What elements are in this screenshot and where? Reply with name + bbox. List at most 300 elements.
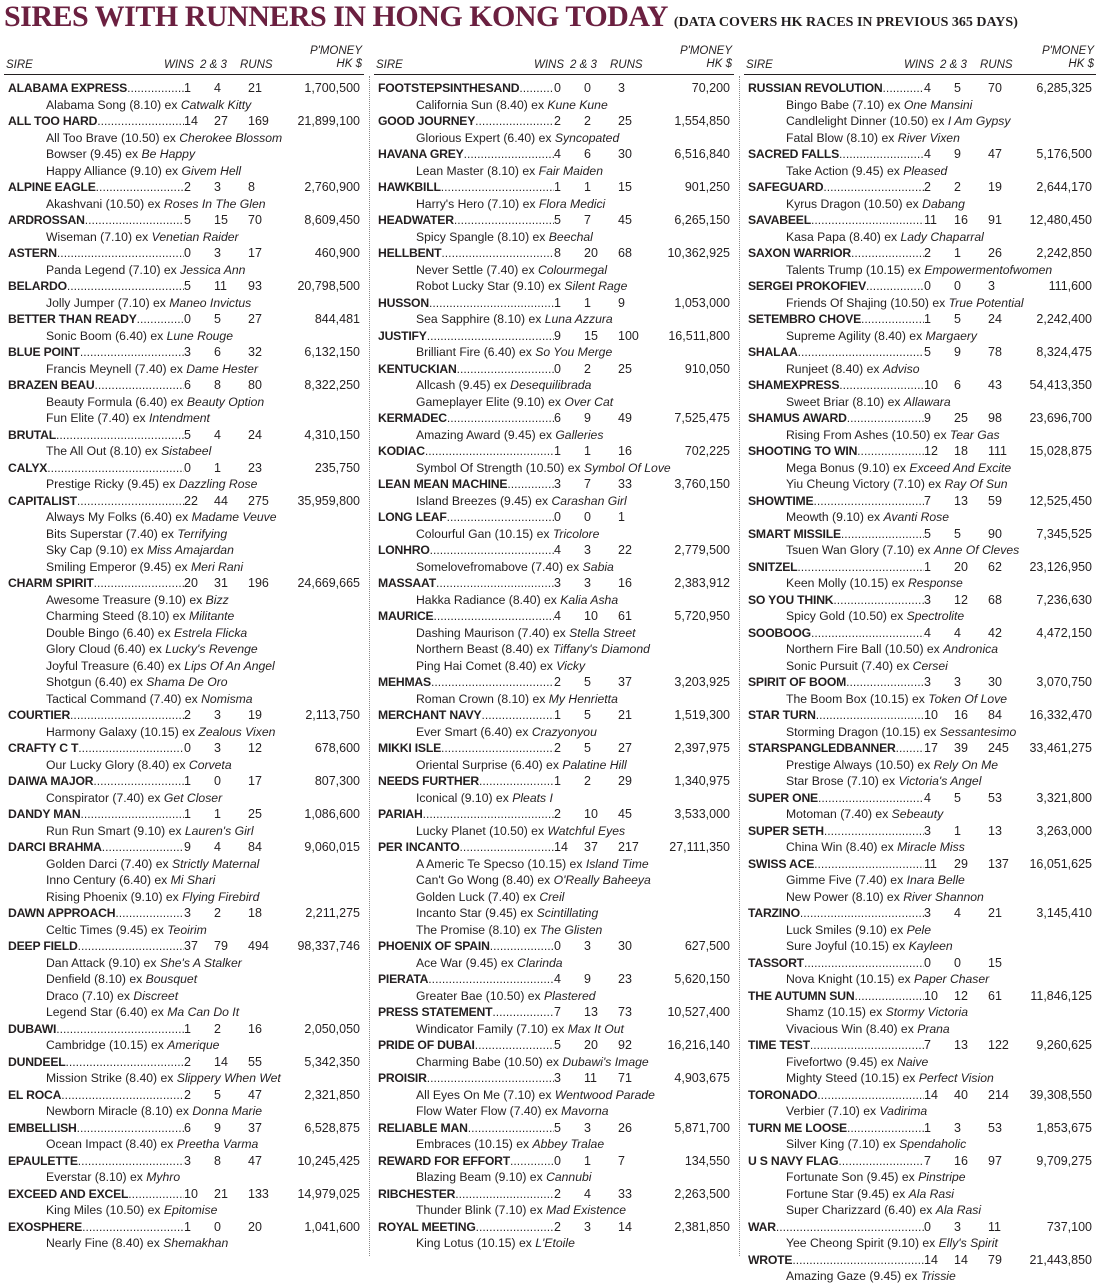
sire-name: SMART MISSILE ..... (748, 526, 924, 543)
sire-places: 5 (584, 741, 591, 755)
sire-name-cell (746, 493, 924, 510)
sire-runs: 26 (618, 1120, 632, 1135)
runner-row (4, 146, 364, 163)
sire-wins: 10 (924, 708, 938, 722)
runner-dam: Ma Can Do It (167, 1005, 240, 1019)
sire-row (744, 790, 1096, 807)
runner-row (744, 1054, 1096, 1071)
runner-row (744, 806, 1096, 823)
runner-name: Sea Sapphire (8.10) ex (416, 312, 545, 326)
runner-name: Incanto Star (9.45) ex (416, 906, 537, 920)
runner-dam: Galleries (555, 427, 604, 442)
sire-runs: 23 (248, 460, 262, 475)
sire-name: CAPITALIST ..... (8, 493, 184, 510)
runner-dam: Be Happy (141, 147, 196, 161)
sire-name-cell (746, 823, 924, 840)
runner-dam: Maneo Invictus (169, 295, 252, 310)
sire-name-cell (746, 212, 924, 229)
runner-dam: Response (907, 576, 963, 590)
runner-name: Brilliant Fire (6.40) ex (416, 345, 536, 359)
sire-prizemoney: 9,709,275 (1036, 1153, 1092, 1168)
sire-wins: 0 (184, 741, 191, 755)
sire-runs: 73 (618, 1005, 632, 1019)
runner-name: Charming Steed (8.10) ex (46, 609, 189, 623)
sire-places: 11 (214, 279, 227, 293)
sire-places: 4 (954, 906, 961, 920)
runner-name: Alabama Song (8.10) ex (46, 97, 181, 112)
sire-name-cell (6, 839, 184, 856)
sire-places: 6 (584, 147, 591, 161)
runner-name: Yiu Cheung Victory (7.10) ex (786, 477, 945, 491)
runner-row (374, 344, 734, 361)
sire-name-cell (376, 443, 554, 460)
sire-prizemoney: 4,310,150 (304, 427, 360, 442)
header-prizemoney: P'MONEY HK $ (1041, 45, 1094, 70)
sire-row (744, 592, 1096, 609)
sire-name-cell (376, 476, 554, 493)
sire-runs: 17 (248, 774, 262, 788)
sire-name: ALABAMA EXPRESS ..... (8, 80, 184, 97)
sire-places: 4 (214, 840, 221, 854)
runner-name: Motoman (7.40) ex (786, 807, 892, 821)
sire-runs: 196 (248, 576, 269, 590)
sire-runs: 122 (988, 1038, 1009, 1052)
runner-name: Oriental Surprise (6.40) ex (416, 757, 563, 772)
sire-row (744, 80, 1096, 97)
runner-dam: My Henrietta (548, 691, 618, 706)
sire-wins: 11 (924, 856, 937, 871)
sire-name: GOOD JOURNEY ..... (378, 113, 554, 130)
runner-row (4, 922, 364, 939)
runner-dam: Cersei (912, 658, 948, 673)
sire-name: SHAMEXPRESS ..... (748, 377, 924, 394)
sire-runs: 47 (248, 1087, 262, 1102)
runner-row (4, 443, 364, 460)
sire-name: SUPER SETH ..... (748, 823, 924, 840)
runner-dam: Rely On Me (933, 757, 999, 772)
sire-wins: 22 (184, 493, 198, 508)
sire-wins: 2 (184, 708, 191, 722)
sire-runs: 71 (618, 1071, 632, 1085)
sire-places: 5 (954, 526, 961, 541)
sire-name-cell (376, 245, 554, 262)
runner-dam: Colourmegal (537, 262, 608, 277)
sire-places: 3 (584, 576, 591, 590)
header-runs: RUNS (610, 59, 643, 71)
sire-name: WROTE ..... (748, 1252, 924, 1269)
runner-name: Hakka Radiance (8.40) ex (416, 592, 561, 607)
sire-prizemoney: 11,846,125 (1030, 988, 1092, 1003)
sire-places: 1 (954, 823, 961, 838)
sire-name-cell (6, 707, 184, 724)
sire-name-cell (6, 179, 184, 196)
runner-dam: Miss Amajardan (146, 543, 234, 557)
sire-name-cell (376, 608, 554, 625)
sire-row (374, 938, 734, 955)
runner-row (374, 1235, 734, 1252)
sire-runs: 14 (618, 1219, 632, 1234)
sire-runs: 13 (988, 823, 1002, 838)
runner-name: Allcash (9.45) ex (416, 378, 511, 392)
runner-name: Vivacious Win (8.40) ex (786, 1021, 918, 1036)
runner-dam: Dubawi's Image (562, 1054, 649, 1069)
sire-runs: 45 (618, 213, 632, 227)
runner-row (374, 856, 734, 873)
header-prizemoney: P'MONEY HK $ (679, 45, 732, 70)
sire-name-cell (376, 1153, 554, 1170)
runner-name: Island Breezes (9.45) ex (416, 493, 552, 508)
sire-prizemoney: 2,211,275 (305, 906, 360, 920)
sire-name: PIERATA ..... (378, 971, 554, 988)
sire-places: 3 (584, 543, 591, 557)
runner-dam: Bousquet (145, 972, 198, 986)
sire-name: RUSSIAN REVOLUTION ..... (748, 80, 924, 97)
runner-row (744, 1070, 1096, 1087)
sire-prizemoney: 70,200 (691, 81, 730, 95)
runner-row (4, 889, 364, 906)
runner-name: Mega Bonus (9.10) ex (786, 460, 910, 475)
sire-name: SHOWTIME ..... (748, 493, 924, 510)
sire-name: EXCEED AND EXCEL ..... (8, 1186, 184, 1203)
sire-row (374, 1004, 734, 1021)
sire-name-cell (376, 938, 554, 955)
sire-prizemoney: 8,322,250 (304, 378, 360, 392)
runner-name: Super Charizzard (6.40) ex (786, 1203, 936, 1217)
sire-name: DANDY MAN ..... (8, 806, 184, 823)
sire-runs: 62 (988, 559, 1002, 574)
sire-row (4, 839, 364, 856)
sire-row (4, 80, 364, 97)
sire-name: MASSAAT ..... (378, 575, 554, 592)
runner-name: Lean Master (8.10) ex (416, 163, 539, 178)
runner-dam: Victoria's Angel (898, 774, 982, 788)
runner-dam: Venetian Raider (151, 229, 239, 244)
sire-wins: 12 (924, 444, 938, 458)
sire-name: HAVANA GREY ..... (378, 146, 554, 163)
sire-prizemoney: 4,472,150 (1036, 625, 1092, 640)
runner-row (4, 130, 364, 147)
sire-name: SWISS ACE ..... (748, 856, 924, 873)
runner-dam: Mi Shari (170, 873, 216, 887)
sire-name: SHALAA ..... (748, 344, 924, 361)
sire-runs: 68 (988, 592, 1002, 607)
runner-row (4, 971, 364, 988)
sire-places: 2 (214, 1021, 221, 1036)
runner-name: Beauty Formula (6.40) ex (46, 394, 187, 409)
sire-runs: 47 (988, 147, 1002, 161)
runner-dam: Beechal (548, 229, 593, 244)
runner-row (374, 1136, 734, 1153)
sire-runs: 214 (988, 1087, 1009, 1102)
sire-row (744, 988, 1096, 1005)
runner-row (744, 97, 1096, 114)
sire-name-cell (376, 1004, 554, 1021)
sire-row (4, 806, 364, 823)
sire-wins: 0 (554, 1153, 561, 1168)
runner-row (374, 526, 734, 543)
runner-dam: Dazzling Rose (178, 477, 258, 491)
runner-dam: Over Cat (564, 394, 614, 409)
sire-prizemoney: 6,516,840 (674, 147, 730, 161)
sire-wins: 14 (924, 1087, 938, 1102)
runner-dam: Max It Out (567, 1021, 624, 1036)
runner-row (4, 988, 364, 1005)
sire-prizemoney: 627,500 (684, 939, 730, 953)
runner-row (4, 1202, 364, 1219)
header-wins: WINS (904, 59, 935, 71)
sire-name-cell (6, 278, 184, 295)
sire-wins: 1 (924, 559, 931, 574)
sire-prizemoney: 678,600 (314, 741, 360, 755)
sire-runs: 29 (618, 774, 632, 788)
runner-dam: Crazyonyou (531, 724, 597, 739)
runner-dam: Beauty Option (186, 394, 265, 409)
sire-row (374, 476, 734, 493)
sire-name-cell (746, 278, 924, 295)
sire-runs: 245 (988, 741, 1009, 755)
runner-name: Bits Superstar (7.40) ex (46, 526, 178, 541)
sire-name: BETTER THAN READY ..... (8, 311, 184, 328)
sire-runs: 11 (988, 1219, 1001, 1234)
sire-wins: 14 (184, 114, 198, 128)
sire-runs: 61 (988, 988, 1002, 1003)
sire-name-cell (6, 740, 184, 757)
sire-prizemoney: 23,696,700 (1029, 411, 1092, 425)
sire-prizemoney: 4,903,675 (674, 1071, 730, 1085)
sire-row (744, 740, 1096, 757)
sire-name: DEEP FIELD ..... (8, 938, 184, 955)
sire-runs: 79 (988, 1252, 1002, 1267)
sire-row (374, 443, 734, 460)
sire-runs: 217 (618, 840, 639, 854)
runner-name: Joyful Treasure (6.40) ex (46, 658, 185, 673)
sire-column-3 (744, 38, 1096, 1285)
sire-row (744, 212, 1096, 229)
sire-wins: 1 (184, 1219, 191, 1234)
sire-name: ALPINE EAGLE ..... (8, 179, 184, 196)
sire-row (744, 179, 1096, 196)
sire-places: 3 (214, 741, 221, 755)
sire-runs: 20 (248, 1219, 262, 1234)
sire-places: 40 (954, 1087, 968, 1102)
runner-row (4, 295, 364, 312)
runner-name: Amazing Gaze (9.45) ex (786, 1269, 921, 1283)
runner-dam: Intendment (148, 411, 210, 425)
runner-dam: Margaery (925, 328, 978, 343)
sire-places: 1 (954, 246, 961, 260)
sire-wins: 0 (924, 279, 931, 293)
sire-prizemoney: 6,285,325 (1036, 81, 1092, 95)
sire-row (4, 278, 364, 295)
sire-name-cell (376, 295, 554, 312)
sire-row (744, 559, 1096, 576)
sire-runs: 70 (248, 213, 262, 227)
runner-row (744, 608, 1096, 625)
runner-dam: Pleats I (512, 790, 553, 805)
sire-name: STAR TURN ..... (748, 707, 924, 724)
sire-prizemoney: 3,321,800 (1036, 790, 1092, 805)
title-subtitle: (DATA COVERS HK RACES IN PREVIOUS 365 DAYS) (673, 15, 1018, 30)
runner-name: New Power (8.10) ex (786, 889, 904, 904)
sire-row (744, 1087, 1096, 1104)
runner-name: Fivefortwo (9.45) ex (786, 1054, 898, 1069)
runner-name: Bingo Babe (7.10) ex (786, 97, 904, 112)
sire-name-cell (746, 311, 924, 328)
runner-dam: Kune Kune (547, 97, 608, 112)
sire-places: 12 (954, 988, 968, 1003)
sire-prizemoney: 2,113,750 (305, 708, 360, 722)
sire-prizemoney: 3,533,000 (674, 807, 730, 821)
header-runs: RUNS (240, 59, 273, 71)
runner-dam: Pinstripe (918, 1170, 966, 1184)
sire-wins: 20 (184, 576, 198, 590)
runner-row (4, 625, 364, 642)
sire-name: RELIABLE MAN ..... (378, 1120, 554, 1137)
sire-wins: 5 (184, 279, 191, 293)
sire-runs: 30 (618, 939, 632, 953)
runner-dam: Inara Belle (906, 873, 965, 887)
runner-dam: Abbey Tralae (532, 1137, 605, 1151)
runner-row (744, 1235, 1096, 1252)
runner-row (4, 262, 364, 279)
runner-row (374, 427, 734, 444)
runner-name: Rising From Ashes (10.50) ex (786, 427, 950, 442)
runner-row (744, 1186, 1096, 1203)
runner-name: Northern Fire Ball (10.50) ex (786, 642, 944, 656)
runner-row (374, 889, 734, 906)
sire-places: 18 (954, 444, 968, 458)
runner-row (744, 1169, 1096, 1186)
runner-row (4, 1037, 364, 1054)
sire-runs: 7 (618, 1153, 625, 1168)
runner-row (4, 196, 364, 213)
sire-name: ASTERN ..... (8, 245, 184, 262)
runner-dam: Pleased (903, 163, 948, 178)
sire-prizemoney: 10,362,925 (667, 246, 730, 260)
sire-name: TIME TEST ..... (748, 1037, 924, 1054)
sire-row (374, 971, 734, 988)
runner-name: California Sun (8.40) ex (416, 97, 548, 112)
sire-row (4, 1153, 364, 1170)
sire-wins: 2 (554, 807, 561, 821)
sire-runs: 53 (988, 1120, 1002, 1135)
sire-name-cell (376, 773, 554, 790)
runner-row (374, 1087, 734, 1104)
runner-row (4, 872, 364, 889)
sire-runs: 37 (618, 675, 632, 689)
sire-list (4, 75, 364, 1252)
runner-name: Denfield (8.10) ex (46, 972, 146, 986)
sire-prizemoney: 14,979,025 (297, 1186, 360, 1201)
sire-runs: 84 (988, 708, 1002, 722)
sire-list (744, 75, 1096, 1285)
sire-row (374, 80, 734, 97)
runner-dam: Stella Street (569, 625, 636, 640)
runner-name: Somelovefromabove (7.40) ex (416, 559, 583, 574)
runner-row (4, 410, 364, 427)
runner-row (744, 658, 1096, 675)
sire-name: SAVABEEL ..... (748, 212, 924, 229)
sire-row (374, 1153, 734, 1170)
runner-row (4, 658, 364, 675)
sire-wins: 2 (924, 180, 931, 194)
sire-name: KERMADEC ..... (378, 410, 554, 427)
sire-name-cell (746, 1153, 924, 1170)
sire-wins: 4 (554, 147, 561, 161)
sire-row (374, 575, 734, 592)
runner-row (744, 773, 1096, 790)
sire-prizemoney: 901,250 (684, 180, 730, 194)
sire-prizemoney: 16,511,800 (668, 328, 730, 343)
sire-row (744, 1153, 1096, 1170)
sire-name: SACRED FALLS ..... (748, 146, 924, 163)
runner-name: Star Brose (7.10) ex (786, 774, 899, 788)
runner-name: Robot Lucky Star (9.10) ex (416, 279, 565, 293)
sire-name: DUBAWI ..... (8, 1021, 184, 1038)
sire-wins: 3 (924, 906, 931, 920)
sire-places: 16 (954, 213, 968, 227)
sire-runs: 15 (988, 955, 1002, 970)
sire-name-cell (6, 1186, 184, 1203)
runner-name: All Eyes On Me (7.10) ex (416, 1087, 555, 1102)
runner-name: Kasa Papa (8.40) ex (786, 229, 901, 244)
sire-row (4, 1120, 364, 1137)
sire-row (374, 806, 734, 823)
sire-row (4, 377, 364, 394)
sire-row (4, 905, 364, 922)
sire-name-cell (376, 1070, 554, 1087)
sire-runs: 42 (988, 625, 1002, 640)
runner-name: Always My Folks (6.40) ex (46, 510, 192, 524)
runner-name: Flow Water Flow (7.40) ex (416, 1104, 562, 1118)
sire-row (744, 1120, 1096, 1137)
runner-row (744, 691, 1096, 708)
sire-name-cell (746, 955, 924, 972)
runner-dam: Teoirim (167, 922, 207, 937)
sire-row (744, 245, 1096, 262)
runner-row (744, 724, 1096, 741)
sire-name: REWARD FOR EFFORT ..... (378, 1153, 554, 1170)
header-wins: WINS (164, 59, 195, 71)
sire-wins: 37 (184, 939, 198, 953)
sire-prizemoney: 23,126,950 (1029, 559, 1092, 574)
runner-row (744, 361, 1096, 378)
runner-dam: Empowermentofwomen (924, 262, 1053, 277)
runner-name: Fortune Star (9.45) ex (786, 1186, 909, 1201)
sire-prizemoney: 16,216,140 (667, 1038, 730, 1052)
sire-wins: 3 (554, 477, 561, 491)
sire-name-cell (376, 740, 554, 757)
runner-row (4, 328, 364, 345)
runner-name: Silver King (7.10) ex (786, 1137, 900, 1151)
sire-prizemoney: 20,798,500 (297, 279, 360, 293)
runner-name: Nova Knight (10.15) ex (786, 972, 915, 986)
sire-prizemoney: 5,620,150 (674, 972, 730, 986)
sire-name-cell (6, 245, 184, 262)
runner-dam: Discreet (133, 988, 179, 1003)
sire-name: CALYX ..... (8, 460, 184, 477)
sire-name: WAR ..... (748, 1219, 924, 1236)
sire-name-cell (746, 1037, 924, 1054)
sire-prizemoney: 2,760,900 (304, 180, 360, 194)
sire-places: 8 (214, 1153, 221, 1168)
runner-name: Fortunate Son (9.45) ex (786, 1170, 919, 1184)
sire-runs: 3 (618, 81, 625, 95)
sire-wins: 2 (554, 114, 561, 128)
sire-runs: 137 (988, 856, 1009, 871)
sire-wins: 1 (554, 180, 561, 194)
sire-places: 7 (584, 477, 591, 491)
